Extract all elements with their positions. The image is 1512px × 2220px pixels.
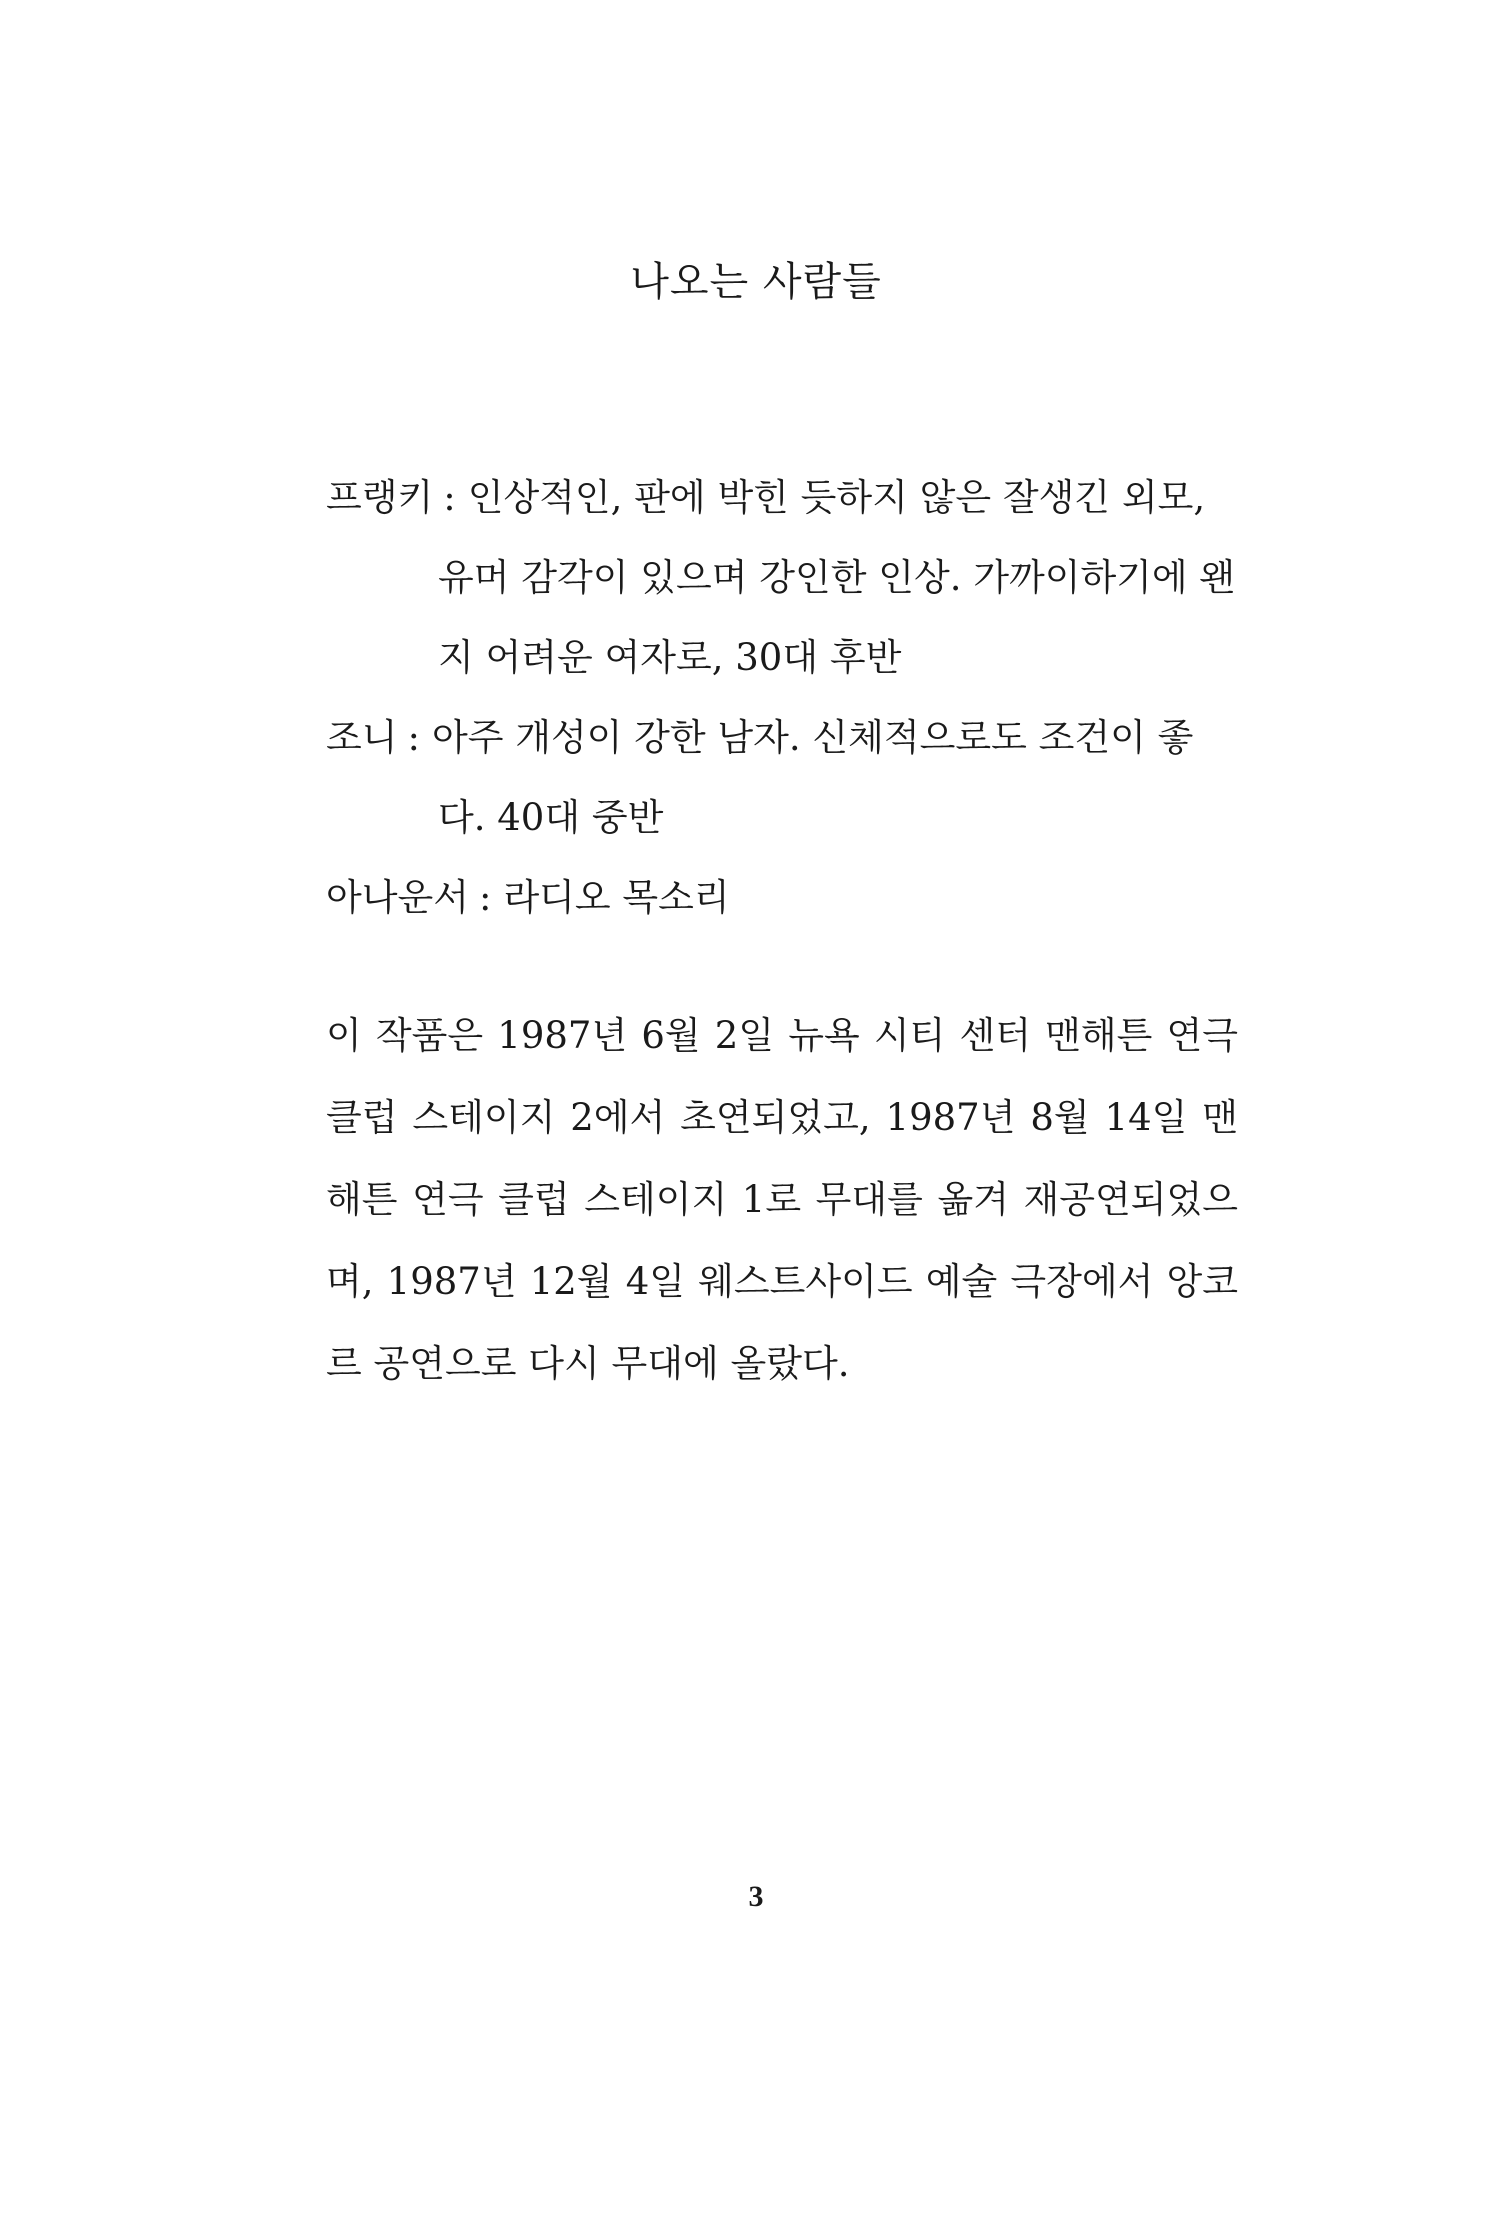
- cast-item-announcer: [326, 858, 1238, 938]
- production-note: 이 작품은 1987년 6월 2일 뉴욕 시티 센터 맨해튼 연극 클럽 스테이지 2에서 초연되었고, 1987년 8월 14일 맨해튼 연극 클럽 스테이지 1로 무대를 옮겨 재공연되었으며, 1987년 12월 4일 웨스트사이드 예술 극장에서 앙코르 공연으로 다시 무대에 올랐다.: [326, 1014, 1238, 1385]
- cast-list: [326, 458, 1238, 938]
- cast-description: 라디오 목소리: [503, 876, 730, 919]
- cast-separator: :: [478, 876, 492, 919]
- cast-item-frankie: [326, 458, 1238, 698]
- cast-name: 조니: [326, 716, 398, 759]
- cast-name: 아나운서: [326, 876, 469, 919]
- cast-separator: :: [407, 716, 420, 759]
- cast-separator: :: [443, 476, 456, 519]
- cast-description: 아주 개성이 강한 남자. 신체적으로도 조건이 좋다. 40대 중반: [431, 716, 1194, 839]
- cast-name: 프랭키: [326, 476, 434, 519]
- cast-item-johnny: [326, 698, 1238, 858]
- cast-description: 인상적인, 판에 박힌 듯하지 않은 잘생긴 외모, 유머 감각이 있으며 강인한 인상. 가까이하기에 왠지 어려운 여자로, 30대 후반: [438, 476, 1236, 679]
- page-title: 나오는 사람들: [630, 259, 882, 305]
- page-number: 3: [748, 1880, 764, 1913]
